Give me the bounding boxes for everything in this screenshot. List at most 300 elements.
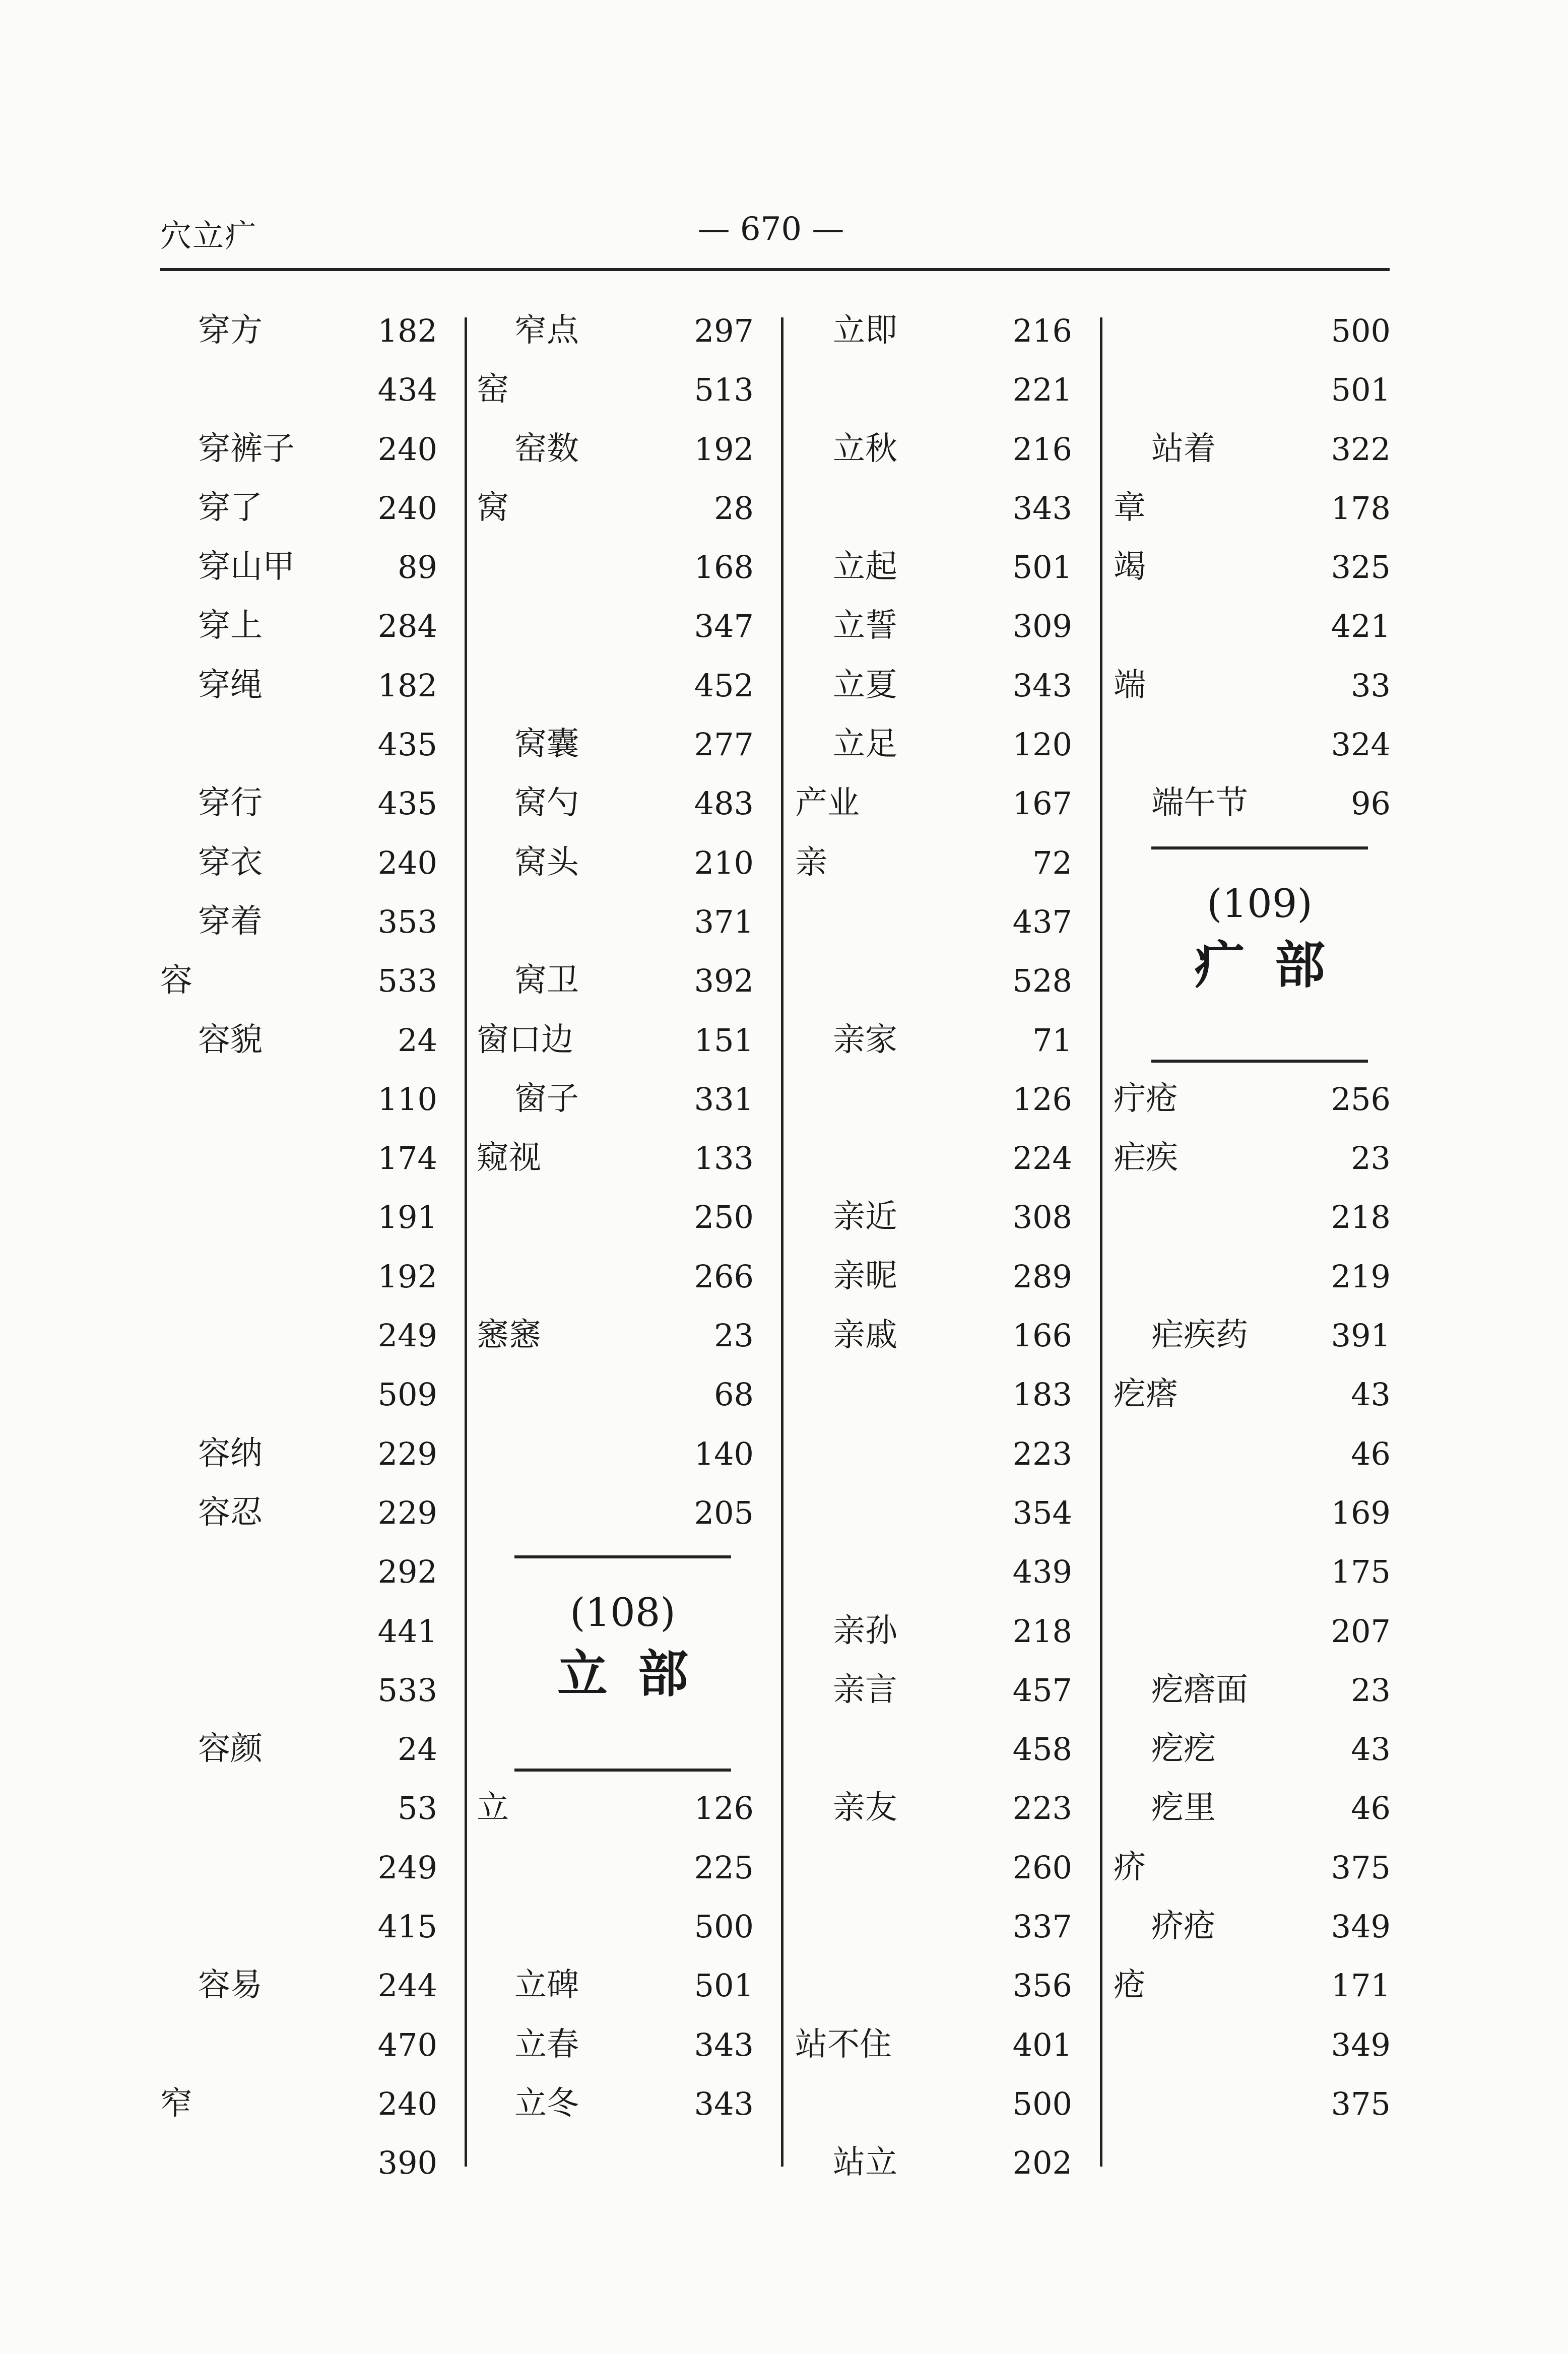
index-entry <box>795 541 1102 600</box>
column-separator <box>781 317 783 2167</box>
entry-page-number: 175 <box>1331 1553 1391 1591</box>
entry-page-number: 260 <box>1012 1849 1072 1886</box>
entry-term: 亲友 <box>833 1789 897 1827</box>
index-entry <box>1114 541 1421 600</box>
index-entry <box>477 1427 784 1486</box>
entry-page-number: 343 <box>694 2026 754 2063</box>
entry-term: 站着 <box>1151 430 1216 468</box>
entry-page-number: 500 <box>694 1908 754 1945</box>
index-entry <box>477 777 784 836</box>
entry-page-number: 390 <box>377 2144 437 2182</box>
index-entry <box>477 482 784 541</box>
section-title: 疒部 <box>1194 935 1355 995</box>
entry-term: 站不住 <box>795 2025 892 2063</box>
entry-page-number: 229 <box>377 1435 437 1472</box>
entry-term: 竭 <box>1114 548 1146 586</box>
index-entry <box>160 777 468 836</box>
index-entry <box>160 304 468 363</box>
entry-page-number: 249 <box>377 1849 437 1886</box>
entry-page-number: 182 <box>377 667 437 704</box>
index-entry <box>477 600 784 659</box>
entry-page-number: 218 <box>1331 1199 1391 1236</box>
index-entry <box>795 659 1102 718</box>
index-entry <box>1114 1723 1421 1782</box>
entry-page-number: 325 <box>1331 549 1391 586</box>
section-rule-bottom <box>514 1769 731 1772</box>
index-entry <box>795 2077 1102 2136</box>
entry-page-number: 434 <box>377 371 437 409</box>
index-entry <box>160 600 468 659</box>
index-entry <box>795 1900 1102 1959</box>
entry-term: 窝卫 <box>514 962 579 1000</box>
entry-page-number: 349 <box>1331 2026 1391 2063</box>
index-entry <box>795 600 1102 659</box>
entry-page-number: 126 <box>1012 1080 1072 1118</box>
index-entry <box>160 1132 468 1191</box>
entry-page-number: 500 <box>1012 2085 1072 2122</box>
index-entry <box>1114 1309 1421 1368</box>
entry-page-number: 224 <box>1012 1140 1072 1177</box>
entry-term: 亲言 <box>833 1671 897 1709</box>
entry-page-number: 297 <box>694 312 754 349</box>
entry-page-number: 182 <box>377 312 437 349</box>
entry-page-number: 223 <box>1012 1435 1072 1472</box>
index-entry <box>1114 1782 1421 1841</box>
index-entry <box>160 2136 468 2195</box>
index-entry <box>1114 1427 1421 1486</box>
index-entry <box>795 2018 1102 2077</box>
index-entry <box>1114 1132 1421 1191</box>
index-entry <box>160 1959 468 2018</box>
index-entry <box>477 718 784 777</box>
page-number: — 670 — <box>697 211 844 248</box>
entry-page-number: 110 <box>377 1080 437 1118</box>
entry-page-number: 191 <box>377 1199 437 1236</box>
entry-page-number: 289 <box>1012 1258 1072 1295</box>
index-entry <box>795 1014 1102 1073</box>
index-entry <box>1114 1841 1421 1900</box>
entry-term: 窄 <box>160 2084 192 2122</box>
entry-page-number: 266 <box>694 1258 754 1295</box>
index-entry <box>795 1132 1102 1191</box>
index-entry <box>160 541 468 600</box>
index-entry <box>160 363 468 422</box>
entry-page-number: 435 <box>377 726 437 763</box>
index-entry <box>795 363 1102 422</box>
entry-term: 立碑 <box>514 1967 579 2004</box>
entry-page-number: 439 <box>1012 1553 1072 1591</box>
entry-term: 立 <box>477 1789 509 1827</box>
index-entry <box>1114 1900 1421 1959</box>
index-entry <box>160 836 468 895</box>
index-entry <box>477 1959 784 2018</box>
index-entry <box>160 1664 468 1723</box>
index-entry <box>1114 1486 1421 1545</box>
entry-term: 穿方 <box>198 312 263 349</box>
entry-page-number: 437 <box>1012 903 1072 940</box>
entry-term: 立足 <box>833 726 897 763</box>
index-entry <box>160 954 468 1013</box>
index-entry <box>160 1309 468 1368</box>
index-entry <box>160 1073 468 1132</box>
index-entry <box>477 1250 784 1309</box>
index-entry <box>477 2077 784 2136</box>
index-entry <box>160 482 468 541</box>
entry-page-number: 354 <box>1012 1494 1072 1531</box>
index-entry <box>160 2077 468 2136</box>
entry-term: 立春 <box>514 2025 579 2063</box>
index-entry <box>1114 1250 1421 1309</box>
entry-page-number: 133 <box>694 1140 754 1177</box>
entry-term: 容易 <box>198 1967 263 2004</box>
entry-page-number: 533 <box>377 1671 437 1709</box>
entry-page-number: 249 <box>377 1317 437 1354</box>
entry-page-number: 218 <box>1012 1612 1072 1650</box>
index-entry <box>477 836 784 895</box>
index-entry <box>160 1605 468 1664</box>
running-head: 穴立疒 <box>160 217 257 254</box>
entry-term: 穿行 <box>198 784 263 822</box>
index-entry <box>795 1723 1102 1782</box>
entry-term: 立秋 <box>833 430 897 468</box>
section-number: (109) <box>1207 881 1313 927</box>
entry-term: 穿绳 <box>198 666 263 704</box>
entry-page-number: 210 <box>694 844 754 881</box>
entry-page-number: 192 <box>694 430 754 468</box>
index-entry <box>160 1545 468 1604</box>
entry-term: 疥疮 <box>1151 1908 1216 1945</box>
entry-term: 亲昵 <box>833 1257 897 1295</box>
entry-page-number: 375 <box>1331 1849 1391 1886</box>
entry-page-number: 23 <box>1351 1140 1391 1177</box>
index-entry <box>795 1191 1102 1250</box>
entry-page-number: 229 <box>377 1494 437 1531</box>
entry-page-number: 441 <box>377 1612 437 1650</box>
section-rule-top <box>1151 846 1368 849</box>
entry-page-number: 223 <box>1012 1790 1072 1827</box>
entry-term: 疟疾药 <box>1151 1317 1248 1354</box>
entry-page-number: 24 <box>398 1021 437 1059</box>
column-separator <box>1100 317 1102 2167</box>
index-entry <box>795 304 1102 363</box>
index-entry <box>477 1900 784 1959</box>
entry-term: 窝囊 <box>514 726 579 763</box>
index-entry <box>477 2018 784 2077</box>
entry-term: 疮 <box>1114 1967 1146 2004</box>
entry-page-number: 240 <box>377 489 437 527</box>
entry-page-number: 240 <box>377 844 437 881</box>
index-entry <box>477 1132 784 1191</box>
section-number: (108) <box>570 1590 676 1636</box>
index-entry <box>160 1723 468 1782</box>
entry-term: 窸窸 <box>477 1317 541 1354</box>
index-entry <box>795 954 1102 1013</box>
entry-term: 端 <box>1114 666 1146 704</box>
entry-page-number: 356 <box>1012 1967 1072 2004</box>
entry-page-number: 343 <box>1012 489 1072 527</box>
entry-page-number: 256 <box>1331 1080 1391 1118</box>
entry-term: 疙疙 <box>1151 1730 1216 1768</box>
entry-page-number: 221 <box>1012 371 1072 409</box>
entry-term: 容颜 <box>198 1730 263 1768</box>
entry-page-number: 192 <box>377 1258 437 1295</box>
entry-page-number: 169 <box>1331 1494 1391 1531</box>
entry-page-number: 205 <box>694 1494 754 1531</box>
entry-page-number: 284 <box>377 608 437 645</box>
index-entry <box>160 1191 468 1250</box>
index-entry <box>795 423 1102 482</box>
entry-page-number: 240 <box>377 430 437 468</box>
entry-page-number: 501 <box>694 1967 754 2004</box>
entry-page-number: 331 <box>694 1080 754 1118</box>
entry-page-number: 513 <box>694 371 754 409</box>
entry-term: 穿衣 <box>198 843 263 881</box>
entry-page-number: 483 <box>694 785 754 822</box>
entry-page-number: 43 <box>1351 1376 1391 1413</box>
index-entry <box>1114 600 1421 659</box>
index-entry <box>1114 1605 1421 1664</box>
index-entry <box>1114 2077 1421 2136</box>
entry-term: 疙瘩面 <box>1151 1671 1248 1709</box>
index-entry <box>160 1900 468 1959</box>
index-entry <box>477 659 784 718</box>
entry-term: 穿裤子 <box>198 430 295 468</box>
entry-page-number: 216 <box>1012 430 1072 468</box>
entry-term: 容忍 <box>198 1493 263 1531</box>
entry-page-number: 23 <box>1351 1671 1391 1709</box>
index-entry <box>160 423 468 482</box>
index-entry <box>1114 1545 1421 1604</box>
entry-page-number: 89 <box>398 549 437 586</box>
index-entry <box>1114 659 1421 718</box>
entry-term: 端午节 <box>1151 784 1248 822</box>
entry-term: 穿着 <box>198 902 263 940</box>
section-rule-top <box>514 1555 731 1558</box>
entry-page-number: 421 <box>1331 608 1391 645</box>
entry-term: 容貌 <box>198 1021 263 1059</box>
entry-term: 窝勺 <box>514 784 579 822</box>
index-entry <box>477 541 784 600</box>
index-entry <box>795 1959 1102 2018</box>
entry-page-number: 501 <box>1012 549 1072 586</box>
index-column-1 <box>160 304 468 2196</box>
index-entry <box>477 954 784 1013</box>
index-entry <box>1114 777 1421 836</box>
entry-page-number: 71 <box>1032 1021 1072 1059</box>
index-entry <box>795 1309 1102 1368</box>
entry-page-number: 375 <box>1331 2085 1391 2122</box>
section-title: 立部 <box>557 1644 718 1704</box>
entry-term: 窝头 <box>514 843 579 881</box>
index-entry <box>795 1073 1102 1132</box>
entry-page-number: 392 <box>694 962 754 1000</box>
entry-page-number: 126 <box>694 1790 754 1827</box>
entry-page-number: 458 <box>1012 1731 1072 1768</box>
entry-page-number: 174 <box>377 1140 437 1177</box>
entry-term: 亲近 <box>833 1198 897 1236</box>
index-entry <box>1114 482 1421 541</box>
entry-page-number: 72 <box>1032 844 1072 881</box>
entry-term: 窗口边 <box>477 1021 573 1059</box>
entry-term: 疙里 <box>1151 1789 1216 1827</box>
entry-page-number: 240 <box>377 2085 437 2122</box>
index-entry <box>795 777 1102 836</box>
column-separator <box>465 317 467 2167</box>
index-entry <box>1114 1368 1421 1427</box>
index-entry <box>477 423 784 482</box>
index-entry <box>160 1486 468 1545</box>
index-entry <box>1114 2018 1421 2077</box>
entry-term: 窑数 <box>514 430 579 468</box>
index-column-3 <box>795 304 1102 2196</box>
index-entry <box>477 1014 784 1073</box>
index-entry <box>160 1014 468 1073</box>
entry-term: 立誓 <box>833 607 897 645</box>
entry-page-number: 171 <box>1331 1967 1391 2004</box>
entry-page-number: 28 <box>714 489 754 527</box>
entry-page-number: 470 <box>377 2026 437 2063</box>
section-heading <box>477 1545 784 1782</box>
entry-page-number: 167 <box>1012 785 1072 822</box>
entry-term: 窗子 <box>514 1080 579 1118</box>
entry-page-number: 391 <box>1331 1317 1391 1354</box>
entry-page-number: 347 <box>694 608 754 645</box>
index-entry <box>1114 363 1421 422</box>
index-entry <box>1114 423 1421 482</box>
entry-term: 产业 <box>795 784 860 822</box>
index-column-2 <box>477 304 784 2136</box>
entry-term: 站立 <box>833 2144 897 2182</box>
index-entry <box>477 1486 784 1545</box>
entry-term: 疥 <box>1114 1848 1146 1886</box>
index-entry <box>477 1073 784 1132</box>
entry-page-number: 292 <box>377 1553 437 1591</box>
index-entry <box>477 1782 784 1841</box>
entry-page-number: 207 <box>1331 1612 1391 1650</box>
index-entry <box>477 1841 784 1900</box>
entry-page-number: 46 <box>1351 1435 1391 1472</box>
entry-page-number: 68 <box>714 1376 754 1413</box>
entry-page-number: 140 <box>694 1435 754 1472</box>
index-entry <box>160 2018 468 2077</box>
index-entry <box>795 718 1102 777</box>
index-entry <box>160 659 468 718</box>
section-heading <box>1114 836 1421 1073</box>
entry-page-number: 308 <box>1012 1199 1072 1236</box>
entry-page-number: 343 <box>694 2085 754 2122</box>
index-entry <box>1114 1073 1421 1132</box>
entry-page-number: 225 <box>694 1849 754 1886</box>
entry-term: 亲家 <box>833 1021 897 1059</box>
entry-page-number: 33 <box>1351 667 1391 704</box>
entry-term: 立即 <box>833 312 897 349</box>
index-entry <box>795 2136 1102 2195</box>
index-entry <box>795 1605 1102 1664</box>
entry-term: 容 <box>160 962 192 1000</box>
header-rule <box>160 268 1390 271</box>
index-entry <box>160 1427 468 1486</box>
entry-term: 亲孙 <box>833 1612 897 1650</box>
entry-page-number: 401 <box>1012 2026 1072 2063</box>
entry-page-number: 528 <box>1012 962 1072 1000</box>
entry-term: 亲戚 <box>833 1317 897 1354</box>
index-entry <box>477 1368 784 1427</box>
entry-page-number: 322 <box>1331 430 1391 468</box>
entry-page-number: 24 <box>398 1731 437 1768</box>
entry-page-number: 168 <box>694 549 754 586</box>
entry-term: 亲 <box>795 843 827 881</box>
entry-page-number: 277 <box>694 726 754 763</box>
entry-term: 疔疮 <box>1114 1080 1178 1118</box>
section-rule-bottom <box>1151 1060 1368 1063</box>
index-entry <box>795 1427 1102 1486</box>
entry-page-number: 53 <box>398 1790 437 1827</box>
index-entry <box>795 1368 1102 1427</box>
index-entry <box>795 482 1102 541</box>
index-entry <box>795 1545 1102 1604</box>
entry-page-number: 452 <box>694 667 754 704</box>
index-entry <box>1114 718 1421 777</box>
index-entry <box>477 363 784 422</box>
entry-page-number: 457 <box>1012 1671 1072 1709</box>
index-entry <box>795 1782 1102 1841</box>
entry-page-number: 533 <box>377 962 437 1000</box>
entry-page-number: 501 <box>1331 371 1391 409</box>
index-entry <box>477 1309 784 1368</box>
entry-term: 章 <box>1114 489 1146 527</box>
index-entry <box>795 1841 1102 1900</box>
index-entry <box>477 895 784 954</box>
entry-page-number: 500 <box>1331 312 1391 349</box>
index-entry <box>160 1250 468 1309</box>
entry-term: 疙瘩 <box>1114 1376 1178 1413</box>
entry-page-number: 151 <box>694 1021 754 1059</box>
entry-page-number: 509 <box>377 1376 437 1413</box>
entry-page-number: 250 <box>694 1199 754 1236</box>
entry-page-number: 353 <box>377 903 437 940</box>
index-entry <box>795 895 1102 954</box>
index-entry <box>477 304 784 363</box>
entry-term: 穿山甲 <box>198 548 295 586</box>
entry-page-number: 166 <box>1012 1317 1072 1354</box>
entry-page-number: 23 <box>714 1317 754 1354</box>
entry-page-number: 46 <box>1351 1790 1391 1827</box>
index-entry <box>1114 1191 1421 1250</box>
index-entry <box>1114 1664 1421 1723</box>
entry-page-number: 178 <box>1331 489 1391 527</box>
index-entry <box>795 1664 1102 1723</box>
index-entry <box>160 718 468 777</box>
entry-term: 立冬 <box>514 2084 579 2122</box>
entry-page-number: 219 <box>1331 1258 1391 1295</box>
entry-page-number: 202 <box>1012 2144 1072 2182</box>
index-entry <box>1114 304 1421 363</box>
entry-page-number: 120 <box>1012 726 1072 763</box>
entry-term: 容纳 <box>198 1434 263 1472</box>
entry-term: 窑 <box>477 371 509 409</box>
index-entry <box>160 1782 468 1841</box>
entry-page-number: 337 <box>1012 1908 1072 1945</box>
index-entry <box>1114 1959 1421 2018</box>
index-entry <box>160 1368 468 1427</box>
entry-term: 穿了 <box>198 489 263 527</box>
entry-page-number: 216 <box>1012 312 1072 349</box>
index-entry <box>795 1250 1102 1309</box>
index-column-4 <box>1114 304 1421 2136</box>
entry-page-number: 343 <box>1012 667 1072 704</box>
entry-page-number: 96 <box>1351 785 1391 822</box>
entry-term: 窄点 <box>514 312 579 349</box>
